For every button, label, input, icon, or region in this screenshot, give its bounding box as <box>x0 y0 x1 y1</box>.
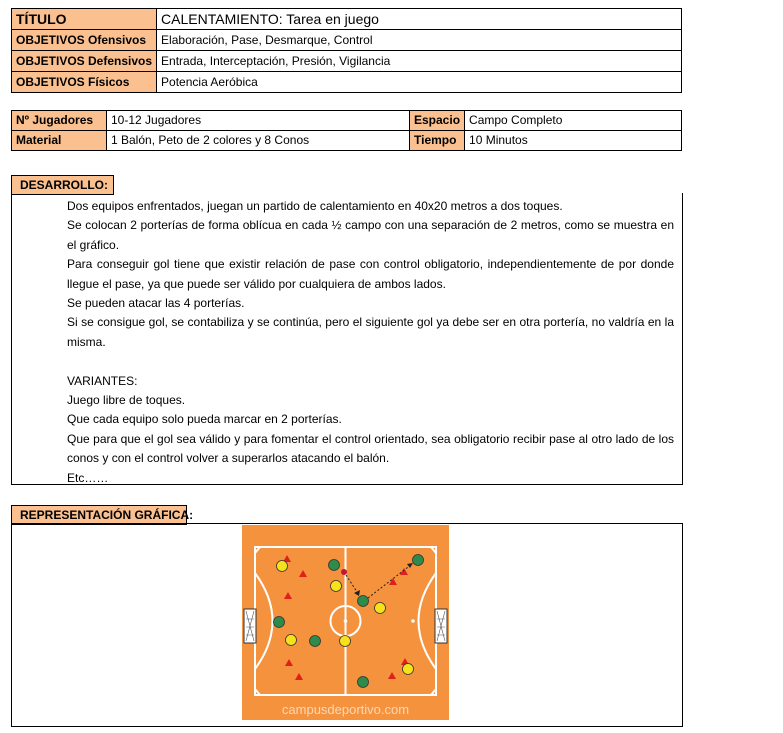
penalty-spot <box>411 619 415 623</box>
jugadores-label: Nº Jugadores <box>12 111 107 131</box>
desarrollo-paragraph: Se colocan 2 porterías de forma oblícua en cada ½ campo con una separación de 2 metros, como se muestra en el gráfico. <box>67 218 674 252</box>
player-green <box>413 555 424 566</box>
watermark: campusdeportivo.com <box>281 702 410 717</box>
defensivos-label: OBJETIVOS Defensivos <box>12 51 157 72</box>
desarrollo-paragraph: Se pueden atacar las 4 porterías. <box>67 296 245 311</box>
player-green <box>310 636 321 647</box>
player-yellow <box>375 603 386 614</box>
ofensivos-label: OBJETIVOS Ofensivos <box>12 30 157 51</box>
player-yellow <box>340 636 351 647</box>
espacio-label: Espacio <box>410 111 465 131</box>
defensivos-value: Entrada, Interceptación, Presión, Vigilancia <box>157 51 682 72</box>
espacio-value: Campo Completo <box>465 111 682 131</box>
player-green <box>358 596 369 607</box>
right-goal <box>435 609 447 643</box>
grafica-heading: REPRESENTACIÓN GRÁFICA: <box>11 505 187 525</box>
center-spot <box>344 619 348 623</box>
material-value: 1 Balón, Peto de 2 colores y 8 Conos <box>107 131 410 151</box>
titulo-label: TÍTULO <box>12 9 157 30</box>
blank-line <box>67 352 674 371</box>
player-green <box>358 677 369 688</box>
player-yellow <box>403 664 414 675</box>
player-yellow <box>277 561 288 572</box>
info-table <box>11 110 682 151</box>
tiempo-label: Tiempo <box>410 131 465 151</box>
player-yellow <box>286 635 297 646</box>
player-green <box>274 617 285 628</box>
desarrollo-paragraph: Dos equipos enfrentados, juegan un partido de calentamiento en 40x20 metros a dos toques. <box>67 199 563 213</box>
variante-etc: Etc…… <box>67 470 109 485</box>
ofensivos-value: Elaboración, Pase, Desmarque, Control <box>157 30 682 51</box>
fisicos-label: OBJETIVOS Físicos <box>12 72 157 93</box>
titulo-value: CALENTAMIENTO: Tarea en juego <box>157 9 682 30</box>
player-yellow <box>331 581 342 592</box>
fisicos-value: Potencia Aeróbica <box>157 72 682 93</box>
variante-item: Juego libre de toques. <box>67 393 186 408</box>
variante-item: Que cada equipo solo pueda marcar en 2 porterías. <box>67 412 342 427</box>
desarrollo-box <box>11 193 683 485</box>
futsal-field-diagram <box>242 525 449 720</box>
desarrollo-paragraph: Para conseguir gol tiene que existir relación de pase con control obligatorio, independientemente de por donde llegue el pase, ya que puede ser válido por cualquiera de ambos lados. <box>67 257 674 291</box>
left-goal <box>244 609 256 643</box>
tiempo-value: 10 Minutos <box>465 131 682 151</box>
variante-item: Que para que el gol sea válido y para fomentar el control orientado, sea obligatorio recibir pase al otro lado de los conos y con el control volver a superarlos atacando el balón. <box>67 431 674 466</box>
desarrollo-heading: DESARROLLO: <box>11 175 114 195</box>
variantes-heading: VARIANTES: <box>67 373 138 388</box>
player-green <box>329 560 340 571</box>
ball <box>341 569 347 575</box>
jugadores-value: 10-12 Jugadores <box>107 111 410 131</box>
material-label: Material <box>12 131 107 151</box>
desarrollo-text <box>67 197 674 488</box>
header-table <box>11 8 682 93</box>
desarrollo-paragraph: Si se consigue gol, se contabiliza y se continúa, pero el siguiente gol ya debe ser en otra portería, no valdría en la misma. <box>67 315 674 349</box>
